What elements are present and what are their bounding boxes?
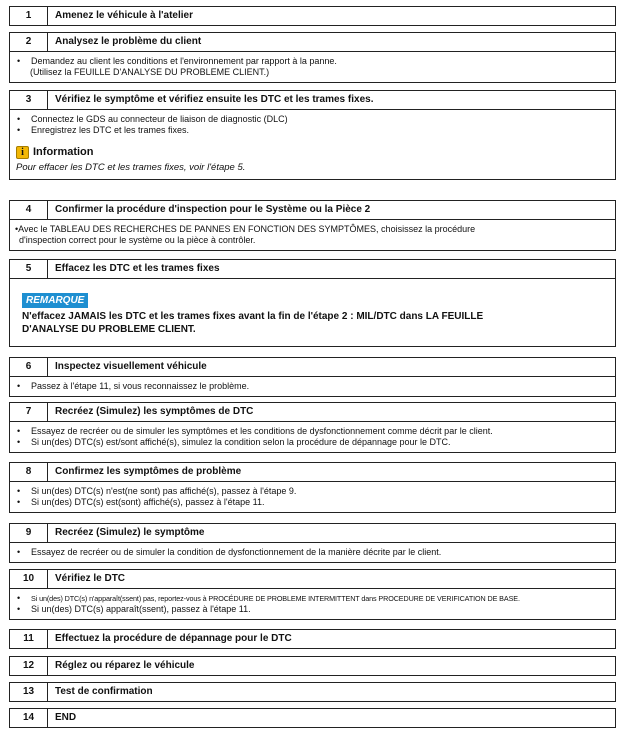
step-7 <box>9 402 616 453</box>
step-9 <box>9 523 616 563</box>
bullet: • <box>17 114 21 124</box>
remarque-text: N'effacez JAMAIS les DTC et les trames fixes avant la fin de l'étape 2 : MIL/DTC dans LA FEUILLE D'ANALYSE DU PROBLEME CLIENT. <box>22 311 484 335</box>
step-body <box>10 220 615 250</box>
step-body <box>10 52 615 82</box>
bullet: • <box>17 593 21 603</box>
list-item: • Essayez de recréer ou de simuler la condition de dysfonctionnement de la manière décrite par le client. <box>17 547 442 557</box>
information-icon: i <box>16 146 29 159</box>
list-item: • Si un(des) DTC(s) n'est(ne sont) pas affiché(s), passez à l'étape 9. <box>17 486 297 496</box>
step-3 <box>9 90 616 180</box>
list-item: • Demandez au client les conditions et l'environnement par rapport à la panne. <box>17 56 337 66</box>
bullet: • <box>17 381 21 391</box>
list-item: • Si un(des) DTC(s) est(sont) affiché(s), passez à l'étape 11. <box>17 497 265 507</box>
list-item: • Essayez de recréer ou de simuler les symptômes et les conditions de dysfonctionnement comme décrit par le client. <box>17 426 493 436</box>
step-body <box>10 110 615 179</box>
bullet: • <box>17 426 21 436</box>
step-body <box>10 482 615 512</box>
list-item: • Passez à l'étape 11, si vous reconnaissez le problème. <box>17 381 250 391</box>
step-number: 2 <box>10 33 48 51</box>
step-title: Effectuez la procédure de dépannage pour le DTC <box>55 633 292 644</box>
step-title: Réglez ou réparez le véhicule <box>55 660 195 671</box>
step-title: Confirmer la procédure d'inspection pour le Système ou la Pièce 2 <box>55 204 371 215</box>
step-body <box>10 377 615 396</box>
information-label: Information <box>33 146 94 158</box>
step-title: Confirmez les symptômes de problème <box>55 466 242 477</box>
step-title: Inspectez visuellement véhicule <box>55 361 207 372</box>
list-item: • Si un(des) DTC(s) est/sont affiché(s), simulez la condition selon la procédure de dépannage pour le DTC. <box>17 437 451 447</box>
continuation-text: (Utilisez la FEUILLE D'ANALYSE DU PROBLEME CLIENT.) <box>30 67 270 77</box>
step-11 <box>9 629 616 649</box>
bullet: • <box>17 125 21 135</box>
step-number: 1 <box>10 7 48 25</box>
information-header <box>16 146 609 159</box>
step-number: 9 <box>10 524 48 542</box>
bullet: • <box>17 497 21 507</box>
step-12 <box>9 656 616 676</box>
step-4 <box>9 200 616 251</box>
step-number: 6 <box>10 358 48 376</box>
step-13 <box>9 682 616 702</box>
step-body <box>10 589 615 619</box>
bullet: • <box>17 56 21 66</box>
step-body <box>10 422 615 452</box>
step-number: 12 <box>10 657 48 675</box>
step-6 <box>9 357 616 397</box>
information-text: Pour effacer les DTC et les trames fixes, voir l'étape 5. <box>16 162 246 173</box>
step-number: 11 <box>10 630 48 648</box>
step-8 <box>9 462 616 513</box>
step-number: 5 <box>10 260 48 278</box>
step-title: Effacez les DTC et les trames fixes <box>55 263 220 274</box>
bullet: • <box>17 604 21 614</box>
step-title: Amenez le véhicule à l'atelier <box>55 10 193 21</box>
step-title: Recréez (Simulez) le symptôme <box>55 527 205 538</box>
step-number: 8 <box>10 463 48 481</box>
step-body <box>10 279 615 346</box>
list-item: • Connectez le GDS au connecteur de liaison de diagnostic (DLC) <box>17 114 288 124</box>
step-number: 14 <box>10 709 48 727</box>
step-title: Vérifiez le symptôme et vérifiez ensuite les DTC et les trames fixes. <box>55 94 374 105</box>
step-number: 13 <box>10 683 48 701</box>
list-item: • Si un(des) DTC(s) apparaît(ssent), passez à l'étape 11. <box>17 604 251 614</box>
step-number: 4 <box>10 201 48 219</box>
step-title: END <box>55 712 77 723</box>
step-body <box>10 543 615 562</box>
step-14 <box>9 708 616 728</box>
list-item: • Enregistrez les DTC et les trames fixes. <box>17 125 190 135</box>
list-item: •Avec le TABLEAU DES RECHERCHES DE PANNES EN FONCTION DES SYMPTÔMES, choisissez la procédure <box>15 224 476 234</box>
step-10 <box>9 569 616 620</box>
step-2 <box>9 32 616 83</box>
bullet: • <box>17 486 21 496</box>
step-title: Recréez (Simulez) les symptômes de DTC <box>55 406 254 417</box>
bullet: • <box>17 437 21 447</box>
step-number: 10 <box>10 570 48 588</box>
remarque-badge: REMARQUE <box>22 293 88 308</box>
step-number: 7 <box>10 403 48 421</box>
step-title: Test de confirmation <box>55 686 153 697</box>
step-1 <box>9 6 616 26</box>
step-title: Analysez le problème du client <box>55 36 202 47</box>
step-5 <box>9 259 616 347</box>
list-item: • Si un(des) DTC(s) n'apparaît(ssent) pas, reportez-vous à PROCÉDURE DE PROBLEME INTERMITTENT dans PROCEDURE DE VERIFICATION DE BASE. <box>17 593 520 603</box>
continuation-text: d'inspection correct pour le système ou la pièce à contrôler. <box>19 235 256 245</box>
step-number: 3 <box>10 91 48 109</box>
bullet: • <box>17 547 21 557</box>
step-title: Vérifiez le DTC <box>55 573 126 584</box>
